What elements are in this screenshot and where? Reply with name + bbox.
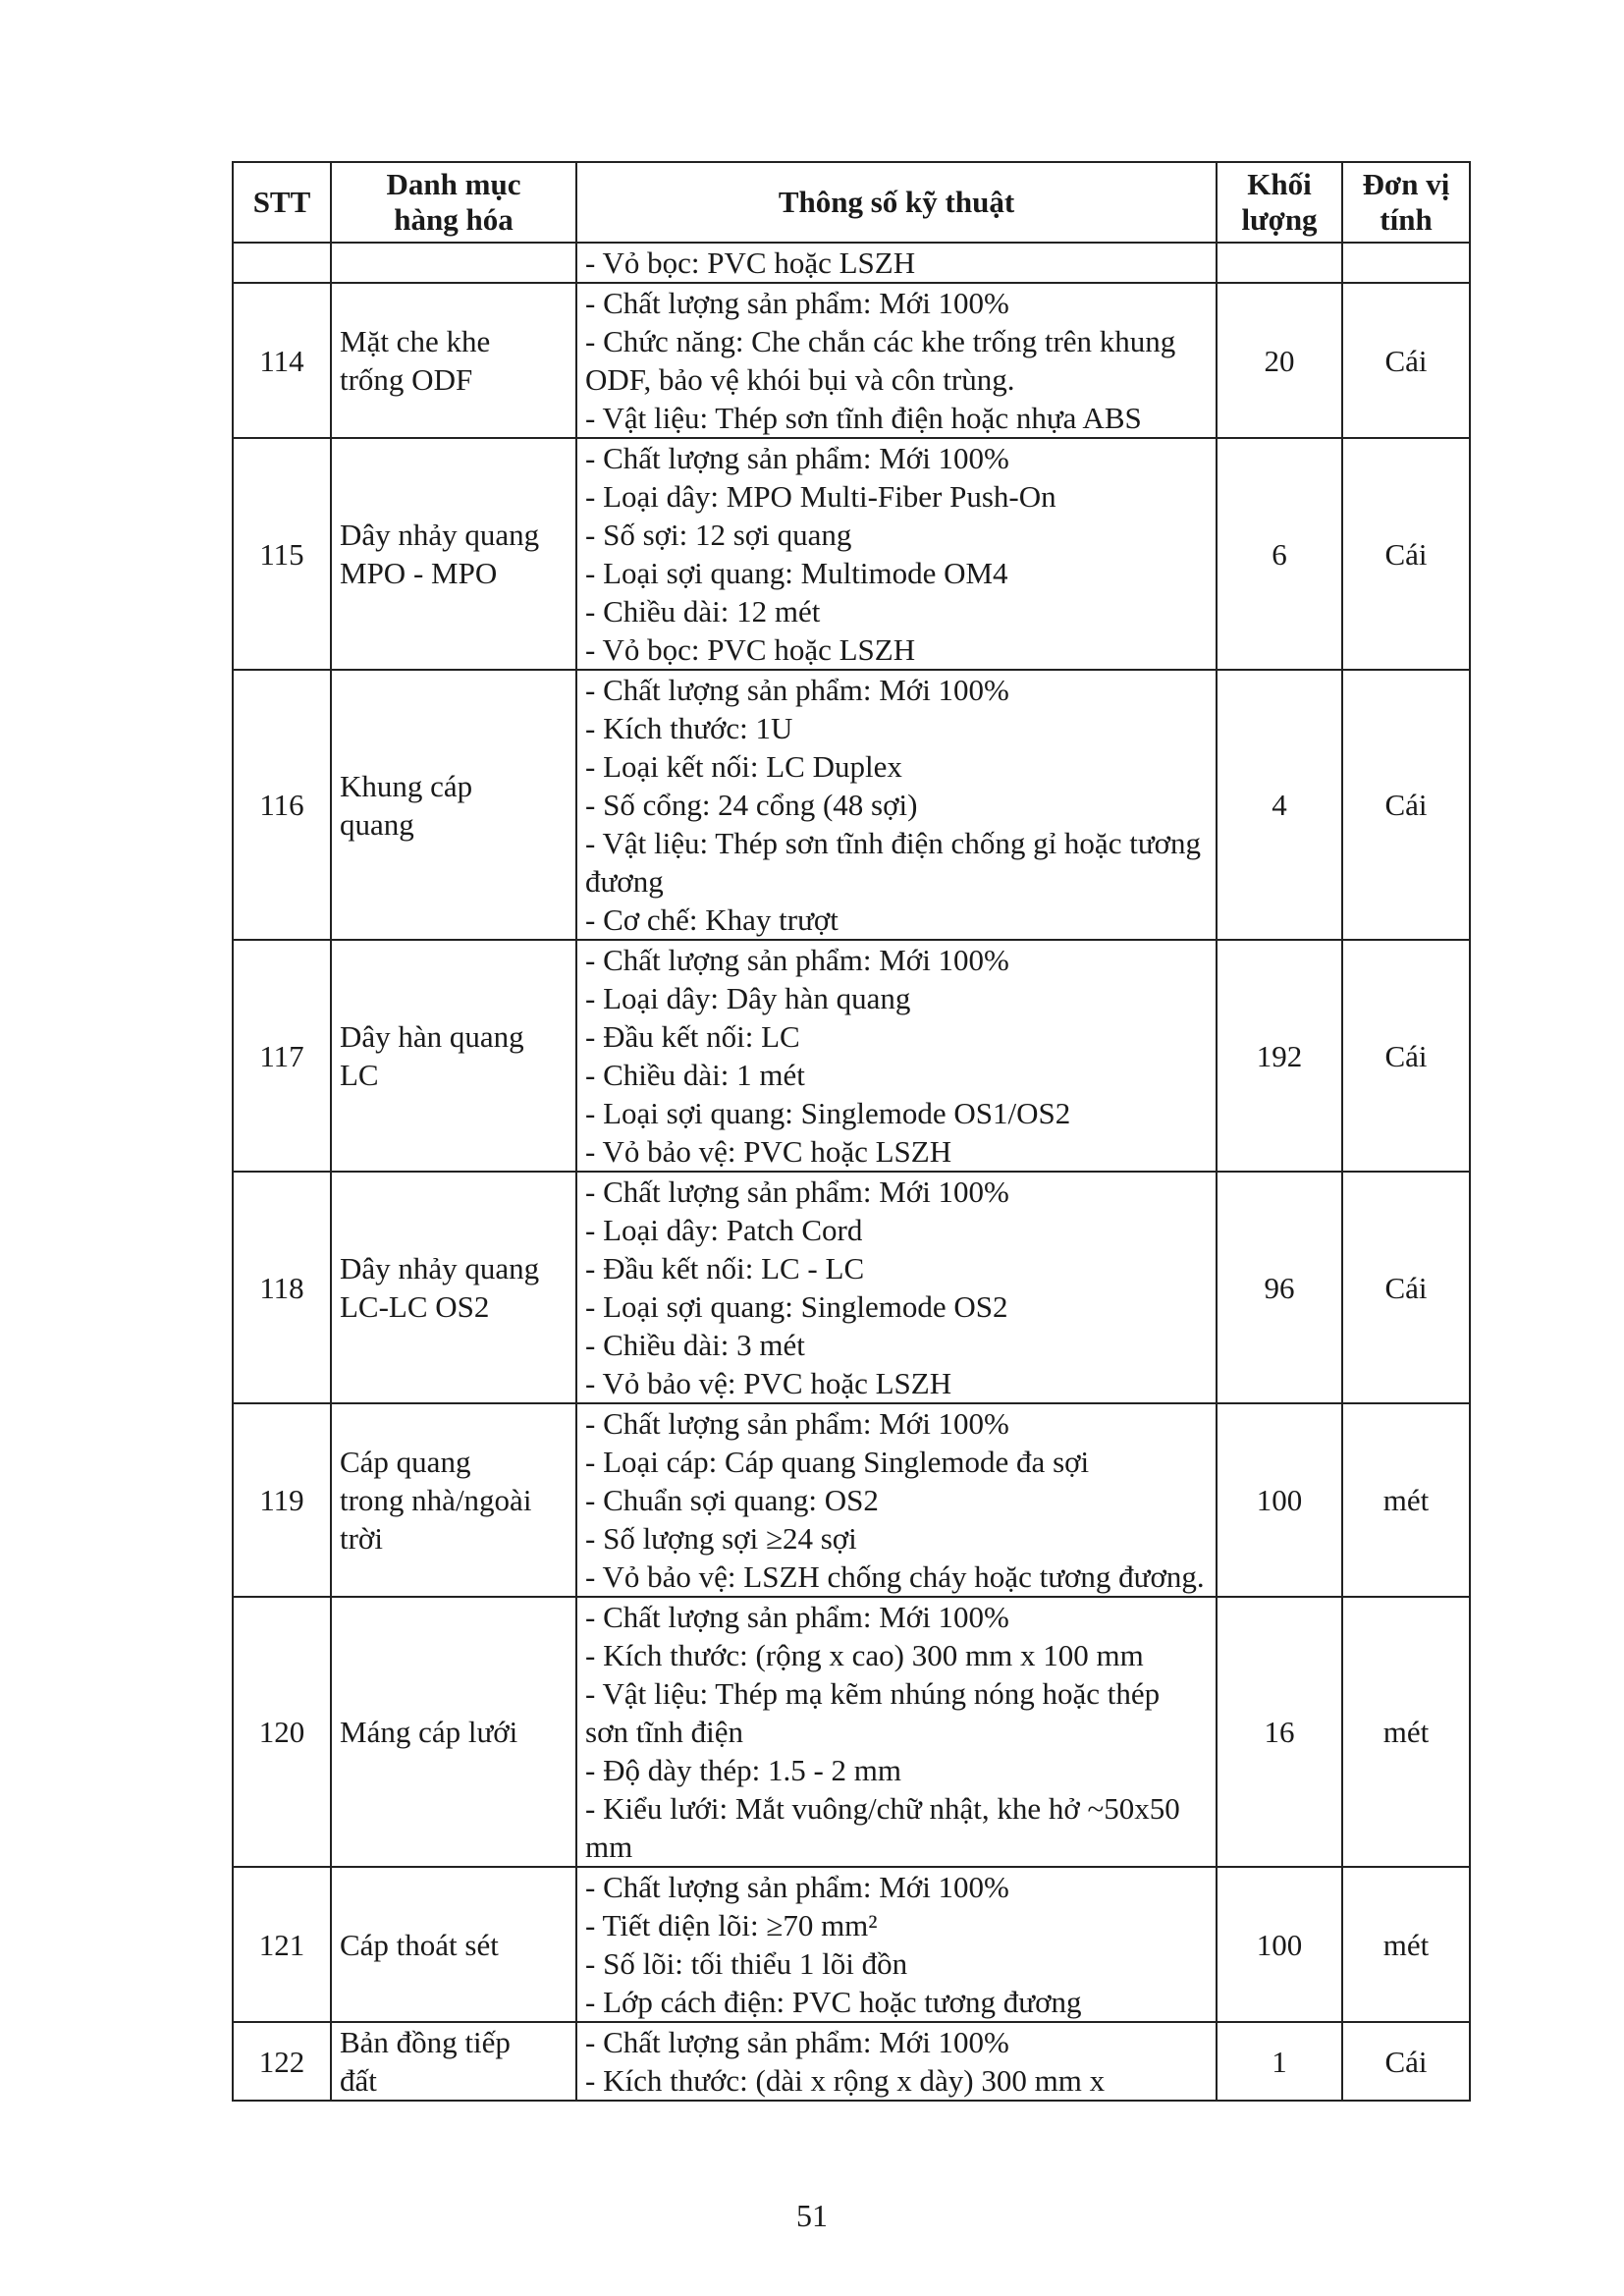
spec-line: - Chất lượng sản phẩm: Mới 100% bbox=[585, 1870, 1009, 1904]
continuation-unit-cell bbox=[1342, 243, 1470, 283]
item-name-line: Khung cáp bbox=[340, 768, 473, 803]
spec-line: - Kiểu lưới: Mắt vuông/chữ nhật, khe hở ~50x50 mm bbox=[585, 1791, 1180, 1864]
spec-line: - Chiều dài: 1 mét bbox=[585, 1058, 805, 1092]
spec-line: - Số lõi: tối thiểu 1 lõi đồn bbox=[585, 1946, 908, 1981]
table-row bbox=[233, 2022, 1470, 2101]
table-row bbox=[233, 283, 1470, 438]
item-name-line: Bản đồng tiếp bbox=[340, 2025, 511, 2059]
spec-line: - Chất lượng sản phẩm: Mới 100% bbox=[585, 1406, 1009, 1441]
item-name-line: Cáp thoát sét bbox=[340, 1927, 499, 1962]
spec-line: - Vật liệu: Thép sơn tĩnh điện chống gỉ hoặc tương đương bbox=[585, 826, 1202, 899]
row-quantity: 192 bbox=[1217, 940, 1342, 1172]
row-item-name bbox=[331, 1867, 576, 2022]
row-unit: Cái bbox=[1342, 2022, 1470, 2101]
row-specification bbox=[576, 438, 1217, 670]
row-specification bbox=[576, 940, 1217, 1172]
item-name-line: MPO - MPO bbox=[340, 556, 498, 590]
item-name-line: Dây hàn quang bbox=[340, 1019, 524, 1054]
item-name-line: LC-LC OS2 bbox=[340, 1289, 490, 1324]
spec-line: - Chất lượng sản phẩm: Mới 100% bbox=[585, 286, 1009, 320]
continuation-stt-cell bbox=[233, 243, 331, 283]
spec-line: - Độ dày thép: 1.5 - 2 mm bbox=[585, 1753, 902, 1787]
spec-line: - Loại sợi quang: Multimode OM4 bbox=[585, 556, 1008, 590]
row-specification bbox=[576, 1867, 1217, 2022]
spec-line: - Tiết diện lõi: ≥70 mm² bbox=[585, 1908, 878, 1942]
continuation-qty-cell bbox=[1217, 243, 1342, 283]
spec-line: - Loại dây: Patch Cord bbox=[585, 1213, 863, 1247]
header-name bbox=[331, 162, 576, 243]
spec-line: - Đầu kết nối: LC - LC bbox=[585, 1251, 865, 1285]
spec-line: - Chức năng: Che chắn các khe trống trên khung ODF, bảo vệ khói bụi và côn trùng. bbox=[585, 324, 1176, 397]
row-stt: 122 bbox=[233, 2022, 331, 2101]
item-name-line: Mặt che khe bbox=[340, 324, 491, 358]
item-name-line: trời bbox=[340, 1521, 383, 1556]
row-stt: 117 bbox=[233, 940, 331, 1172]
spec-line: - Kích thước: (rộng x cao) 300 mm x 100 mm bbox=[585, 1638, 1144, 1672]
header-name-line: Danh mục bbox=[386, 167, 521, 201]
spec-line: - Đầu kết nối: LC bbox=[585, 1019, 800, 1054]
row-specification bbox=[576, 2022, 1217, 2101]
spec-line: - Loại sợi quang: Singlemode OS1/OS2 bbox=[585, 1096, 1071, 1130]
header-qty-line: lượng bbox=[1241, 202, 1318, 237]
row-specification bbox=[576, 283, 1217, 438]
item-name-line: Máng cáp lưới bbox=[340, 1715, 518, 1749]
row-stt: 119 bbox=[233, 1403, 331, 1597]
spec-line: - Số sợi: 12 sợi quang bbox=[585, 518, 852, 552]
row-stt: 116 bbox=[233, 670, 331, 940]
spec-line: - Loại cáp: Cáp quang Singlemode đa sợi bbox=[585, 1445, 1090, 1479]
spec-line: - Cơ chế: Khay trượt bbox=[585, 902, 839, 937]
row-item-name bbox=[331, 1597, 576, 1867]
spec-line: - Loại dây: Dây hàn quang bbox=[585, 981, 911, 1015]
item-name-line: đất bbox=[340, 2063, 377, 2098]
header-unit bbox=[1342, 162, 1470, 243]
continuation-spec-cell bbox=[576, 243, 1217, 283]
row-stt: 121 bbox=[233, 1867, 331, 2022]
spec-line: - Vật liệu: Thép sơn tĩnh điện hoặc nhựa ABS bbox=[585, 401, 1142, 435]
item-name-line: LC bbox=[340, 1058, 379, 1092]
row-unit: Cái bbox=[1342, 283, 1470, 438]
spec-line: - Vỏ bọc: PVC hoặc LSZH bbox=[585, 632, 916, 667]
spec-line: - Lớp cách điện: PVC hoặc tương đương bbox=[585, 1985, 1082, 2019]
page-number: 51 bbox=[796, 2198, 828, 2233]
header-unit-line: tính bbox=[1380, 202, 1433, 237]
row-stt: 120 bbox=[233, 1597, 331, 1867]
row-quantity: 1 bbox=[1217, 2022, 1342, 2101]
spec-line: - Loại dây: MPO Multi-Fiber Push-On bbox=[585, 479, 1056, 514]
row-specification bbox=[576, 1172, 1217, 1403]
row-item-name bbox=[331, 1403, 576, 1597]
table-row bbox=[233, 1172, 1470, 1403]
row-unit: Cái bbox=[1342, 1172, 1470, 1403]
table-header-row bbox=[233, 162, 1470, 243]
spec-line: - Chất lượng sản phẩm: Mới 100% bbox=[585, 2025, 1009, 2059]
spec-line: - Chất lượng sản phẩm: Mới 100% bbox=[585, 441, 1009, 475]
item-name-line: trong nhà/ngoài bbox=[340, 1483, 532, 1517]
spec-line: - Số cổng: 24 cổng (48 sợi) bbox=[585, 788, 918, 822]
continuation-row bbox=[233, 243, 1470, 283]
header-unit-line: Đơn vị bbox=[1362, 167, 1450, 201]
row-quantity: 20 bbox=[1217, 283, 1342, 438]
row-unit: Cái bbox=[1342, 670, 1470, 940]
header-qty bbox=[1217, 162, 1342, 243]
item-name-line: Dây nhảy quang bbox=[340, 518, 540, 552]
row-unit: mét bbox=[1342, 1403, 1470, 1597]
table-row bbox=[233, 1403, 1470, 1597]
spec-line: - Chuẩn sợi quang: OS2 bbox=[585, 1483, 879, 1517]
spec-line: - Kích thước: 1U bbox=[585, 711, 793, 745]
item-name-line: trống ODF bbox=[340, 362, 473, 397]
spec-line: - Loại sợi quang: Singlemode OS2 bbox=[585, 1289, 1008, 1324]
header-stt: STT bbox=[233, 162, 331, 243]
spec-line: - Chiều dài: 12 mét bbox=[585, 594, 821, 629]
row-quantity: 100 bbox=[1217, 1867, 1342, 2022]
item-name-line: quang bbox=[340, 806, 414, 842]
spec-line: - Chất lượng sản phẩm: Mới 100% bbox=[585, 1175, 1009, 1209]
spec-line: - Chất lượng sản phẩm: Mới 100% bbox=[585, 1600, 1009, 1634]
header-spec: Thông số kỹ thuật bbox=[576, 162, 1217, 243]
header-qty-line: Khối bbox=[1247, 167, 1312, 201]
continuation-name-cell bbox=[331, 243, 576, 283]
row-stt: 114 bbox=[233, 283, 331, 438]
table-row bbox=[233, 1867, 1470, 2022]
spec-line: - Vật liệu: Thép mạ kẽm nhúng nóng hoặc thép sơn tĩnh điện bbox=[585, 1676, 1161, 1749]
header-name-line: hàng hóa bbox=[394, 202, 514, 237]
spec-line: - Vỏ bảo vệ: PVC hoặc LSZH bbox=[585, 1366, 952, 1400]
spec-line: - Vỏ bọc: PVC hoặc LSZH bbox=[585, 246, 916, 280]
row-item-name bbox=[331, 283, 576, 438]
row-quantity: 6 bbox=[1217, 438, 1342, 670]
item-name-line: Dây nhảy quang bbox=[340, 1251, 540, 1285]
row-unit: mét bbox=[1342, 1867, 1470, 2022]
row-quantity: 100 bbox=[1217, 1403, 1342, 1597]
table-row bbox=[233, 1597, 1470, 1867]
spec-line: - Loại kết nối: LC Duplex bbox=[585, 749, 902, 784]
item-name-line: Cáp quang bbox=[340, 1445, 471, 1479]
row-item-name bbox=[331, 940, 576, 1172]
spec-line: - Kích thước: (dài x rộng x dày) 300 mm x bbox=[585, 2063, 1106, 2098]
row-item-name bbox=[331, 2022, 576, 2101]
spec-line: - Vỏ bảo vệ: PVC hoặc LSZH bbox=[585, 1134, 952, 1169]
row-item-name bbox=[331, 1172, 576, 1403]
row-unit: mét bbox=[1342, 1597, 1470, 1867]
table-row bbox=[233, 670, 1470, 940]
spec-line: - Số lượng sợi ≥24 sợi bbox=[585, 1521, 857, 1556]
row-specification bbox=[576, 670, 1217, 940]
spec-line: - Vỏ bảo vệ: LSZH chống cháy hoặc tương đương. bbox=[585, 1559, 1205, 1594]
spec-line: - Chất lượng sản phẩm: Mới 100% bbox=[585, 673, 1009, 707]
row-unit: Cái bbox=[1342, 438, 1470, 670]
spec-line: - Chiều dài: 3 mét bbox=[585, 1328, 805, 1362]
specification-table bbox=[232, 161, 1471, 2102]
row-quantity: 4 bbox=[1217, 670, 1342, 940]
row-stt: 118 bbox=[233, 1172, 331, 1403]
row-quantity: 96 bbox=[1217, 1172, 1342, 1403]
table-row bbox=[233, 438, 1470, 670]
row-quantity: 16 bbox=[1217, 1597, 1342, 1867]
row-stt: 115 bbox=[233, 438, 331, 670]
spec-line: - Chất lượng sản phẩm: Mới 100% bbox=[585, 943, 1009, 977]
table-body bbox=[233, 243, 1470, 2101]
row-specification bbox=[576, 1597, 1217, 1867]
row-specification bbox=[576, 1403, 1217, 1597]
row-item-name bbox=[331, 670, 576, 940]
table-row bbox=[233, 940, 1470, 1172]
row-item-name bbox=[331, 438, 576, 670]
row-unit: Cái bbox=[1342, 940, 1470, 1172]
